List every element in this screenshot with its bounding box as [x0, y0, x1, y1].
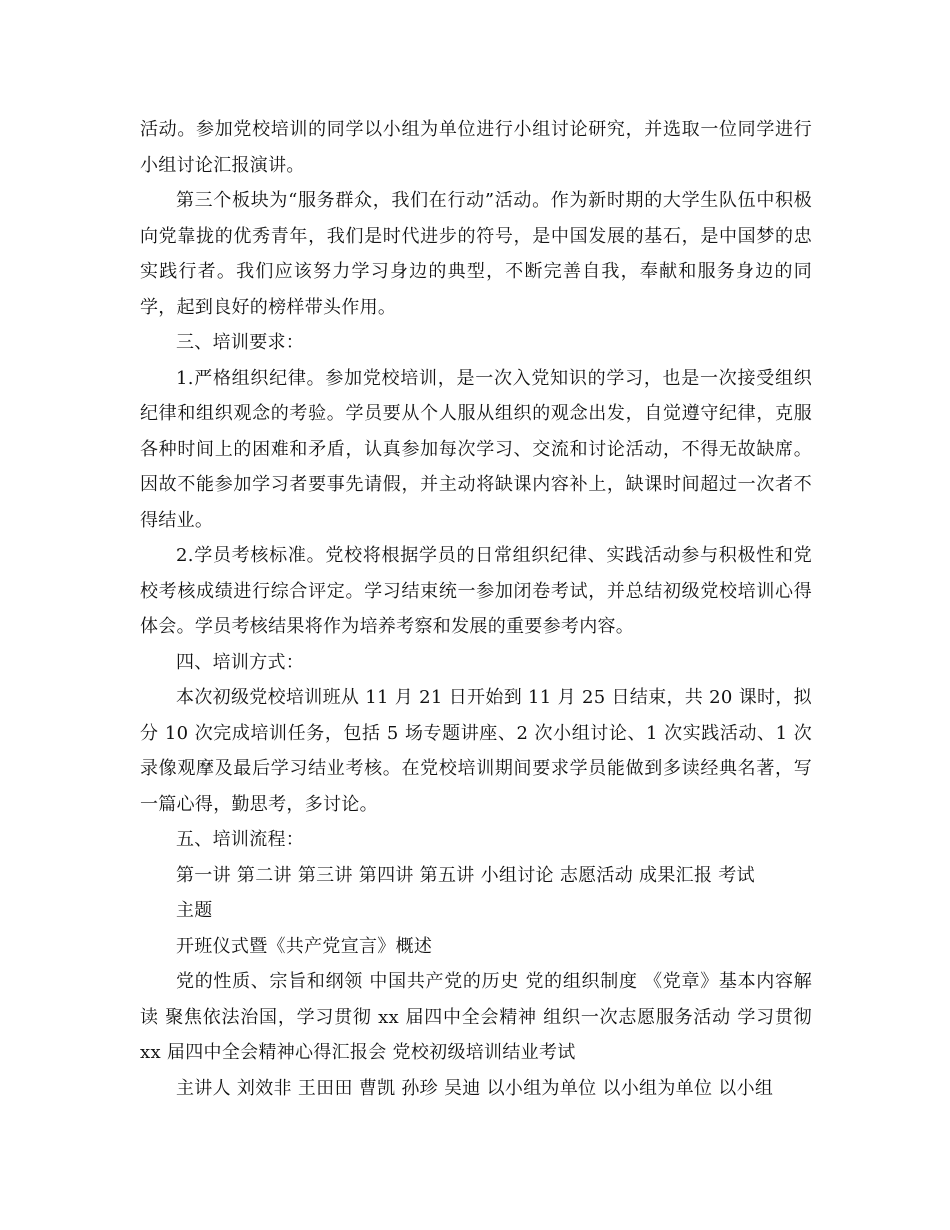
flow-topic-label: 主题	[176, 900, 213, 921]
heading-training-requirements: 三、培训要求：	[176, 332, 305, 353]
paragraph-group-discussion: 活动。参加党校培训的同学以小组为单位进行小组讨论研究，并选取一位同学进行小组讨论汇报演讲。	[140, 119, 812, 176]
heading-training-method: 四、培训方式：	[176, 651, 305, 673]
paragraph-service-activity: 第三个板块为“服务群众，我们在行动”活动。作为新时期的大学生队伍中积极向党靠拢的优秀青年，我们是时代进步的符号，是中国发展的基石，是中国梦的忠实践行者。我们应该努力学习身边的典型，不断完善自我，奉献和服务身边的同学，起到良好的榜样带头作用。	[140, 190, 812, 318]
paragraph-schedule: 本次初级党校培训班从 11 月 21 日开始到 11 月 25 日结束，共 20 课时，拟分 10 次完成培训任务，包括 5 场专题讲座、2 次小组讨论、1 次实践活动、1 次录像观摩及最后学习结业考核。在党校培训期间要求学员能做到多读经典名著，写一篇心得，勤思考，多讨论。	[140, 687, 812, 815]
paragraph-discipline: 1.严格组织纪律。参加党校培训，是一次入党知识的学习，也是一次接受组织纪律和组织观念的考验。学员要从个人服从组织的观念出发，自觉遵守纪律，克服各种时间上的困难和矛盾，认真参加每次学习、交流和讨论活动，不得无故缺席。因故不能参加学习者要事先请假，并主动将缺课内容补上，缺课时间超过一次者不得结业。	[140, 367, 812, 531]
heading-training-process: 五、培训流程：	[176, 829, 305, 850]
flow-topics-list: 党的性质、宗旨和纲领 中国共产党的历史 党的组织制度 《党章》基本内容解读 聚焦依法治国，学习贯彻 xx 届四中全会精神 组织一次志愿服务活动 学习贯彻 xx 届四中全会精神心得汇报会 党校初级培训结业考试	[140, 971, 812, 1063]
flow-speakers-row: 主讲人 刘效非 王田田 曹凯 孙珍 吴迪 以小组为单位 以小组为单位 以小组	[176, 1077, 774, 1099]
flow-opening-topic: 开班仪式暨《共产党宣言》概述	[176, 935, 433, 957]
flow-header-row: 第一讲 第二讲 第三讲 第四讲 第五讲 小组讨论 志愿活动 成果汇报 考试	[176, 864, 755, 886]
document-page	[140, 112, 812, 1106]
paragraph-assessment: 2.学员考核标准。党校将根据学员的日常组织纪律、实践活动参与积极性和党校考核成绩进行综合评定。学习结束统一参加闭卷考试，并总结初级党校培训心得体会。学员考核结果将作为培养考察和发展的重要参考内容。	[140, 545, 812, 637]
